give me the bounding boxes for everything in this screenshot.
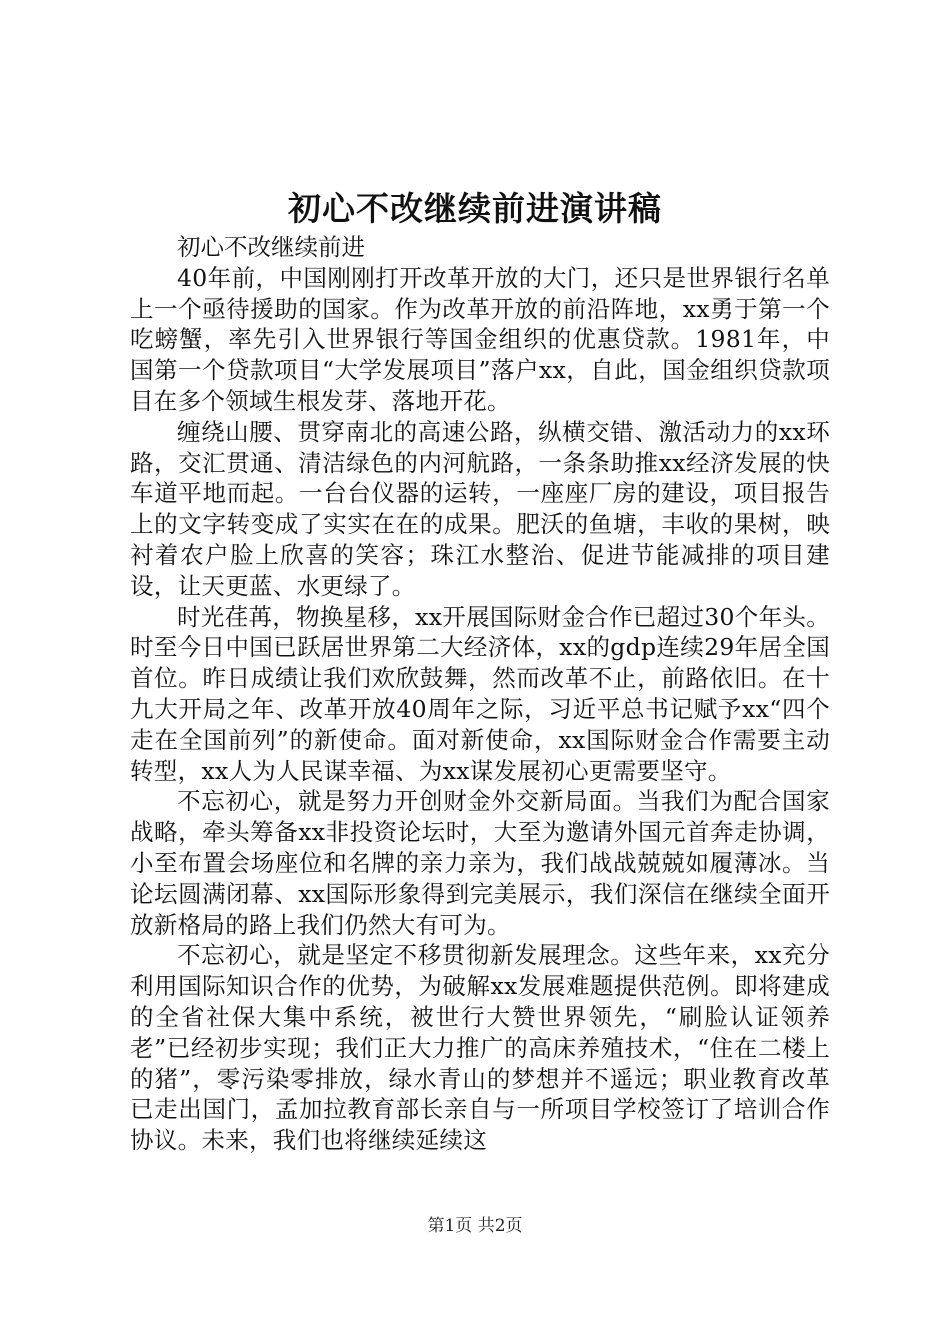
paragraph-4: 不忘初心，就是努力开创财金外交新局面。当我们为配合国家战略，牵头筹备xx非投资论坛时，大至为邀请外国元首奔走协调，小至布置会场座位和名牌的亲力亲为，我们战战兢兢如履薄冰。当论坛圆满闭幕、xx国际形象得到完美展示，我们深信在继续全面开放新格局的路上我们仍然大有可为。 bbox=[130, 787, 830, 939]
speech-subtitle: 初心不改继续前进 bbox=[177, 233, 365, 261]
document-title: 初心不改继续前进演讲稿 bbox=[288, 189, 662, 228]
paragraph-1: 40年前，中国刚刚打开改革开放的大门，还只是世界银行名单上一个亟待援助的国家。作为改革开放的前沿阵地，xx勇于第一个吃螃蟹，率先引入世界银行等国金组织的优惠贷款。1981年，中国第一个贷款项目“大学发展项目”落户xx，自此，国金组织贷款项目在多个领域生根发芽、落地开花。 bbox=[130, 263, 830, 415]
paragraph-2: 缠绕山腰、贯穿南北的高速公路，纵横交错、激活动力的xx环路，交汇贯通、清洁绿色的内河航路，一条条助推xx经济发展的快车道平地而起。一台台仪器的运转，一座座厂房的建设，项目报告上的文字转变成了实实在在的成果。肥沃的鱼塘，丰收的果树，映衬着农户脸上欣喜的笑容；珠江水整治、促进节能减排的项目建设，让天更蓝、水更绿了。 bbox=[130, 417, 830, 600]
paragraph-5: 不忘初心，就是坚定不移贯彻新发展理念。这些年来，xx充分利用国际知识合作的优势，为破解xx发展难题提供范例。即将建成的全省社保大集中系统，被世行大赞世界领先，“刷脸认证领养老”已经初步实现；我们正大力推广的高床养殖技术，“住在二楼上的猪”，零污染零排放，绿水青山的梦想并不遥远；职业教育改革已走出国门，孟加拉教育部长亲自与一所项目学校签订了培训合作协议。未来，我们也将继续延续这 bbox=[130, 941, 830, 1155]
paragraph-3: 时光荏苒，物换星移，xx开展国际财金合作已超过30个年头。时至今日中国已跃居世界第二大经济体，xx的gdp连续29年居全国首位。昨日成绩让我们欢欣鼓舞，然而改革不止，前路依旧。在十九大开局之年、改革开放40周年之际，习近平总书记赋予xx“四个走在全国前列”的新使命。面对新使命，xx国际财金合作需要主动转型，xx人为人民谋幸福、为xx谋发展初心更需要坚守。 bbox=[130, 602, 830, 785]
page-number-footer: 第1页 共2页 bbox=[427, 1216, 523, 1236]
document-body bbox=[130, 232, 830, 1156]
